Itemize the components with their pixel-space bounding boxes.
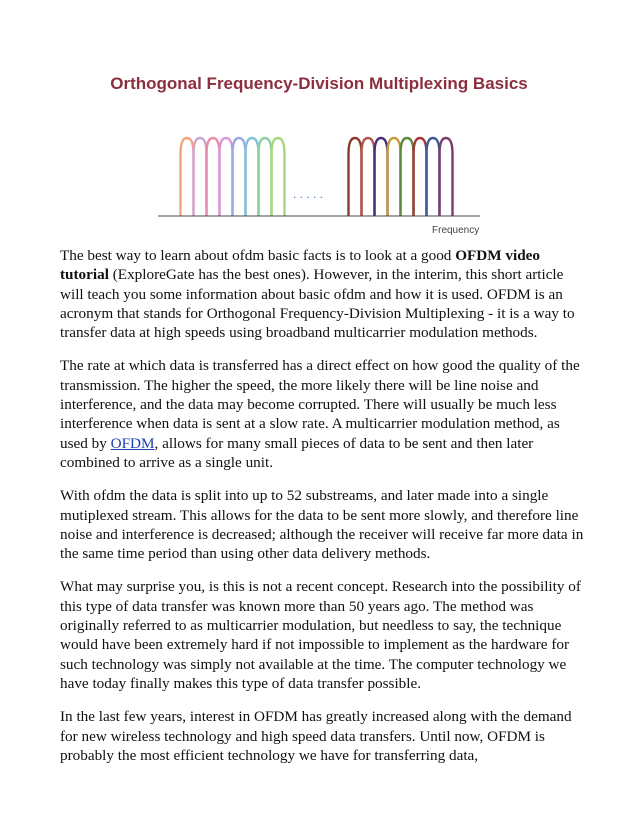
article-body bbox=[60, 246, 584, 779]
ofdm-subcarrier-figure bbox=[150, 128, 485, 240]
right-subcarrier-group bbox=[349, 138, 453, 216]
left-subcarrier-4 bbox=[220, 138, 233, 216]
paragraph-4: What may surprise you, is this is not a recent concept. Research into the possibility of this type of data transfer was known more than 50 years ago. The method was originally referred to as multicarrier modulation, but needless to say, the technique would have been extremely hard if not impossible to implement as the hardware for such technology was simply not available at the time. The computer technology we have today finally makes this type of data transfer possible. bbox=[60, 578, 581, 692]
left-subcarrier-5 bbox=[233, 138, 246, 216]
ofdm-link[interactable]: OFDM bbox=[110, 434, 155, 452]
right-subcarrier-8 bbox=[440, 138, 453, 216]
right-subcarrier-5 bbox=[401, 138, 414, 216]
left-subcarrier-3 bbox=[207, 138, 220, 216]
left-subcarrier-7 bbox=[259, 138, 272, 216]
left-subcarrier-2 bbox=[194, 138, 207, 216]
paragraph-5: In the last few years, interest in OFDM has greatly increased along with the demand for new wireless technology and high speed data transfers. Until now, OFDM is probably the most efficient technology we have for transferring data, bbox=[60, 708, 572, 764]
right-subcarrier-4 bbox=[388, 138, 401, 216]
right-subcarrier-7 bbox=[427, 138, 440, 216]
frequency-axis-label: Frequency bbox=[432, 225, 480, 236]
left-subcarrier-group bbox=[181, 138, 285, 216]
left-subcarrier-6 bbox=[246, 138, 259, 216]
right-subcarrier-3 bbox=[375, 138, 388, 216]
page-title: Orthogonal Frequency-Division Multiplexing Basics bbox=[110, 74, 528, 93]
paragraph-2 bbox=[60, 356, 584, 472]
right-subcarrier-1 bbox=[349, 138, 362, 216]
ellipsis-mark: . . . . . bbox=[293, 187, 324, 201]
paragraph-1-text-a: The best way to learn about ofdm basic facts is to look at a good bbox=[60, 247, 456, 264]
paragraph-3: With ofdm the data is split into up to 52 substreams, and later made into a single mutiplexed stream. This allows for the data to be sent more slowly, and therefore line noise and interference is decreased; although the receiver will receive far more data in the same time period than using other data delivery methods. bbox=[60, 487, 584, 563]
ofdm-video-tutorial-bold: OFDM video tutorial bbox=[60, 247, 540, 284]
left-subcarrier-8 bbox=[272, 138, 285, 216]
right-subcarrier-2 bbox=[362, 138, 375, 216]
left-subcarrier-1 bbox=[181, 138, 194, 216]
paragraph-1-text-b: (ExploreGate has the best ones). However, in the interim, this short article will teach you some information about basic ofdm and how it is used. OFDM is an acronym that stands for Orthogonal Frequency-Division Multiplexing - it is a way to transfer data at high speeds using broadband multicarrier modulation methods. bbox=[60, 266, 575, 342]
paragraph-2-text-a: The rate at which data is transferred has a direct effect on how good the quality of the transmission. The higher the speed, the more likely there will be line noise and interference, and the data may become corrupted. There will usually be much less interference when data is sent at a slow rate. A multicarrier modulation method, as used by bbox=[60, 357, 580, 452]
paragraph-2-text-b: , allows for many small pieces of data to be sent and then later combined to arrive as a single unit. bbox=[60, 434, 534, 471]
right-subcarrier-6 bbox=[414, 138, 427, 216]
subcarrier-diagram bbox=[150, 128, 485, 240]
paragraph-1 bbox=[60, 246, 584, 342]
